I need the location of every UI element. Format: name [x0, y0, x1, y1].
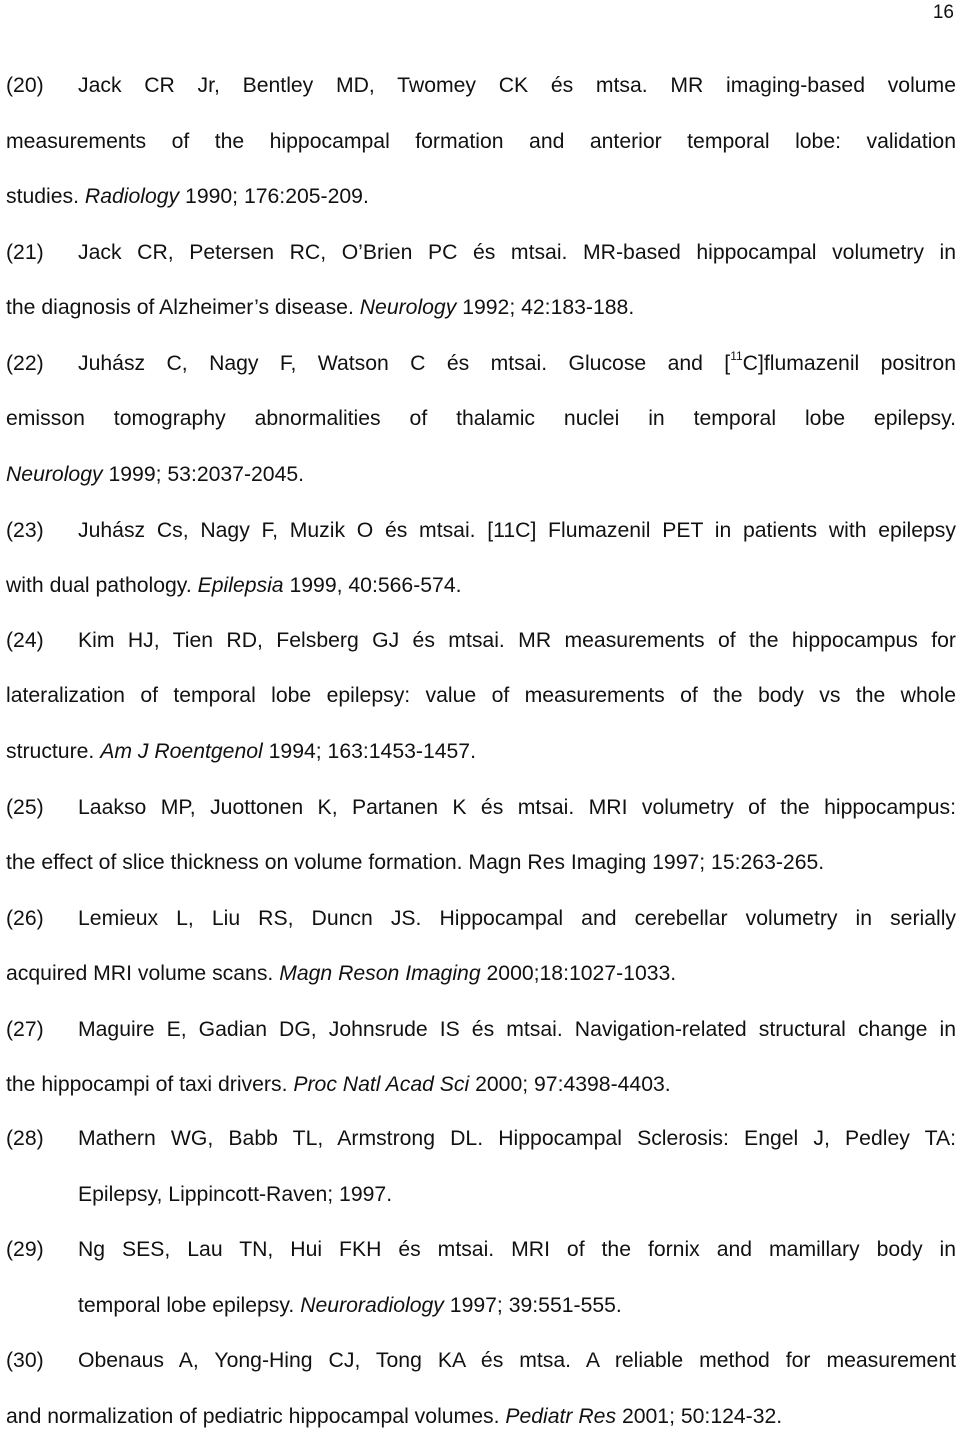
ref-text: Maguire E, Gadian DG, Johnsrude IS és mtsai. Navigation-related structural change in — [78, 1018, 956, 1041]
ref-text: measurements of the hippocampal formation and anterior temporal lobe: validation — [6, 130, 956, 153]
ref-number: (23) — [6, 519, 44, 542]
journal-title: Proc Natl Acad Sci — [293, 1073, 470, 1096]
journal-title: Pediatr Res — [505, 1405, 617, 1428]
ref-number: (21) — [6, 241, 44, 264]
journal-title: Am J Roentgenol — [100, 740, 263, 763]
isotope-superscript: 11 — [730, 349, 743, 363]
ref-number: (22) — [6, 352, 44, 375]
journal-title: Radiology — [84, 185, 180, 208]
page-number: 16 — [932, 2, 954, 23]
journal-title: Neurology — [6, 463, 103, 486]
ref-number: (29) — [6, 1238, 44, 1261]
ref-text: Kim HJ, Tien RD, Felsberg GJ és mtsai. MR measurements of the hippocampus for — [78, 629, 956, 652]
ref-text: Jack CR Jr, Bentley MD, Twomey CK és mtsa. MR imaging-based volume — [78, 74, 956, 97]
ref-number: (28) — [6, 1127, 44, 1150]
ref-text: Lemieux L, Liu RS, Duncn JS. Hippocampal and cerebellar volumetry in serially — [78, 907, 956, 930]
ref-text: Epilepsy, Lippincott-Raven; 1997. — [78, 1183, 393, 1206]
ref-text: Obenaus A, Yong-Hing CJ, Tong KA és mtsa. A reliable method for measurement — [78, 1349, 956, 1372]
ref-text: Laakso MP, Juottonen K, Partanen K és mtsai. MRI volumetry of the hippocampus: — [78, 796, 956, 819]
ref-text: Ng SES, Lau TN, Hui FKH és mtsai. MRI of the fornix and mamillary body in — [78, 1238, 956, 1261]
ref-text: Jack CR, Petersen RC, O’Brien PC és mtsai. MR-based hippocampal volumetry in — [78, 241, 956, 264]
ref-number: (26) — [6, 907, 44, 930]
ref-text: emisson tomography abnormalities of thalamic nuclei in temporal lobe epilepsy. — [6, 407, 956, 430]
ref-text: Juhász Cs, Nagy F, Muzik O és mtsai. [11C] Flumazenil PET in patients with epilepsy — [78, 519, 956, 542]
ref-number: (24) — [6, 629, 44, 652]
journal-title: Epilepsia — [197, 574, 284, 597]
ref-text: lateralization of temporal lobe epilepsy: value of measurements of the body vs the whole — [6, 684, 956, 707]
ref-text: the effect of slice thickness on volume formation. Magn Res Imaging 1997; 15:263-265. — [6, 851, 825, 874]
ref-text: Mathern WG, Babb TL, Armstrong DL. Hippocampal Sclerosis: Engel J, Pedley TA: — [78, 1127, 956, 1150]
ref-number: (20) — [6, 74, 44, 97]
ref-number: (30) — [6, 1349, 44, 1372]
journal-title: Neurology — [359, 296, 457, 319]
ref-number: (25) — [6, 796, 44, 819]
journal-title: Neuroradiology — [300, 1294, 444, 1317]
journal-title: Magn Reson Imaging — [279, 962, 481, 985]
ref-number: (27) — [6, 1018, 44, 1041]
